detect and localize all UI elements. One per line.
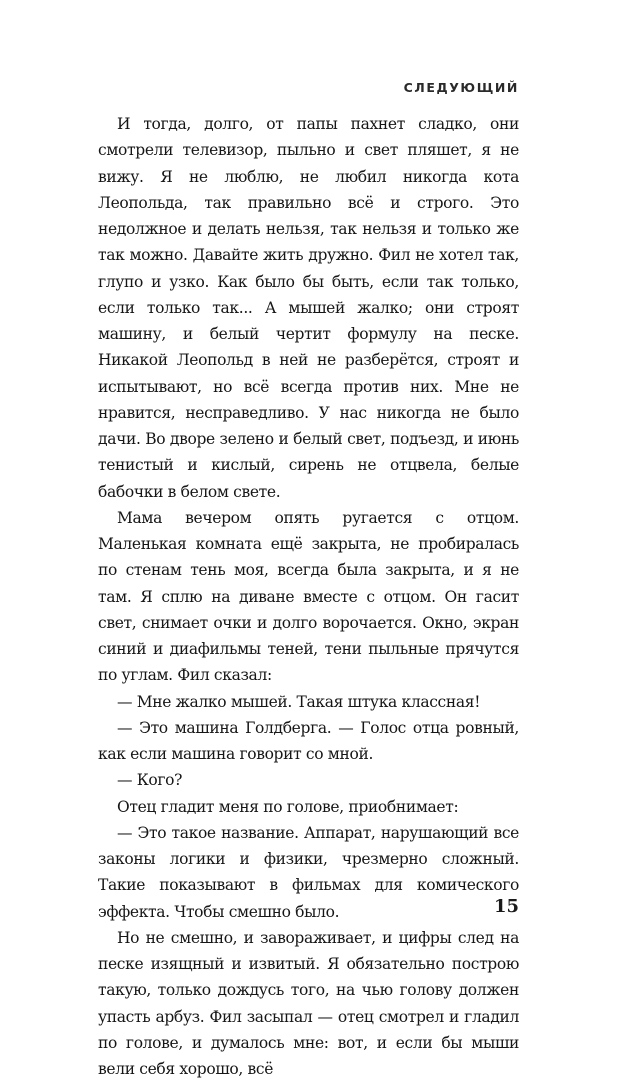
- running-head-title: СЛЕДУЮЩИЙ: [403, 80, 519, 95]
- paragraph: Но не смешно, и завораживает, и цифры след на песке изящный и извитый. Я обязательно построю такую, только дождусь того, на чью голову должен упасть арбуз. Фил засыпал — отец смотрел и гладил по голове, и думалось мне: вот, и если бы мыши вели себя хорошо, всё: [98, 928, 519, 1078]
- page-number: 15: [493, 896, 519, 917]
- body-text: [98, 111, 519, 1082]
- paragraph: И тогда, долго, от папы пахнет сладко, они смотрели телевизор, пыльно и свет пляшет, я не вижу. Я не люблю, не любил никогда кота Леопольда, так правильно всё и строго. Это недолжное и делать нельзя, так нельзя и только же так можно. Давайте жить дружно. Фил не хотел так, глупо и узко. Как было бы быть, если так только, если только так... А мышей жалко; они строят машину, и белый чертит формулу на песке. Никакой Леопольд в ней не разберётся, строят и испытывают, но всё всегда против них. Мне не нравится, несправедливо. У нас никогда не было дачи. Во дворе зелено и белый свет, подъезд, и июнь тенистый и кислый, сирень не отцвела, белые бабочки в белом свете.: [98, 115, 519, 501]
- dialogue-line: — Это такое название. Аппарат, нарушающий все законы логики и физики, чрезмерно сложный. Такие показывают в фильмах для комического эффекта. Чтобы смешно было.: [98, 823, 519, 921]
- paragraph: Мама вечером опять ругается с отцом. Маленькая комната ещё закрыта, не пробиралась по стенам тень моя, всегда была закрыта, и я не там. Я сплю на диване вместе с отцом. Он гасит свет, снимает очки и долго ворочается. Окно, экран синий и диафильмы теней, тени пыльные прячутся по углам. Фил сказал:: [98, 508, 519, 685]
- paragraph: Отец гладит меня по голове, приобнимает:: [117, 797, 459, 816]
- dialogue-line: — Это машина Голдберга. — Голос отца ровный, как если машина говорит со мной.: [98, 718, 519, 763]
- dialogue-line: — Мне жалко мышей. Такая штука классная!: [117, 692, 481, 711]
- dialogue-line: — Кого?: [117, 771, 183, 790]
